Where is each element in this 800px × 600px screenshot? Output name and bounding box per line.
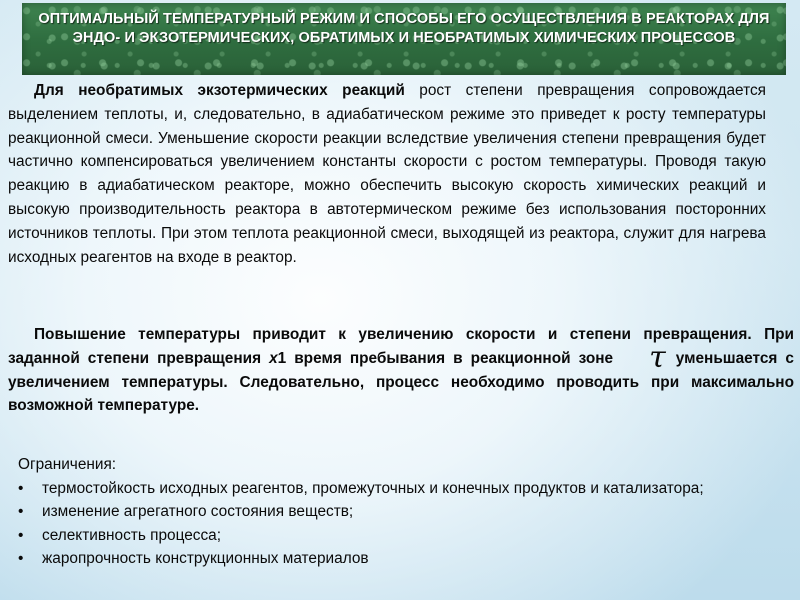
- slide-title: ОПТИМАЛЬНЫЙ ТЕМПЕРАТУРНЫЙ РЕЖИМ И СПОСОБЫ ЕГО ОСУЩЕСТВЛЕНИЯ В РЕАКТОРАХ ДЛЯ ЭНДО- И ЭКЗОТЕРМИЧЕСКИХ, ОБРАТИМЫХ И НЕОБРАТИМЫХ ХИМИЧЕСКИХ ПРОЦЕССОВ: [22, 3, 786, 75]
- list-item-text: жаропрочность конструкционных материалов: [42, 550, 369, 567]
- conversion-symbol: x: [269, 349, 278, 367]
- limitations-heading: Ограничения:: [18, 456, 117, 473]
- paragraph-irreversible-exothermic: [8, 79, 766, 269]
- paragraph-part-2: время пребывания в реакционной зоне: [286, 349, 614, 367]
- bullet-icon: •: [18, 550, 24, 567]
- list-item-text: селективность процесса;: [42, 526, 221, 544]
- bullet-icon: •: [18, 479, 24, 497]
- paragraph-part-3: уменьшается с увеличением температуры. Следовательно, процесс необходимо проводить при максимально возможной температуре.: [8, 349, 794, 415]
- list-item: [18, 547, 768, 571]
- list-item-text: термостойкость исходных реагентов, промежуточных и конечных продуктов и катализатора;: [42, 479, 704, 497]
- list-item: [18, 524, 768, 548]
- conversion-subscript: 1: [277, 349, 287, 367]
- paragraph-body: рост степени превращения сопровождается выделением теплоты, и, следовательно, в адиабатическом режиме это приведет к росту температуры реакционной смеси. Уменьшение скорости реакции вследствие увеличения степени превращения будет частично компенсироваться увеличением константы скорости с ростом температуры. Проводя такую реакцию в адиабатическом реакторе, можно обеспечить высокую скорость химических реакций и высокую производительность реактора в автотермическом режиме без использования посторонних источников теплоты. При этом теплота реакционной смеси, выходящей из реактора, служит для нагрева исходных реагентов на входе в реактор.: [8, 82, 766, 266]
- paragraph-lead: Для необратимых экзотермических реакций: [34, 82, 405, 99]
- list-item-text: изменение агрегатного состояния веществ;: [42, 503, 354, 520]
- list-item: [18, 500, 768, 524]
- paragraph-part-1: Повышение температуры приводит к увеличению скорости и степени превращения. При заданной степени превращения: [8, 326, 794, 367]
- limitations-list: [18, 453, 768, 571]
- bullet-icon: •: [18, 503, 24, 520]
- paragraph-temperature-increase: [8, 323, 794, 418]
- list-item: [18, 477, 768, 501]
- tau-symbol: τ: [649, 339, 666, 375]
- bullet-icon: •: [18, 526, 24, 544]
